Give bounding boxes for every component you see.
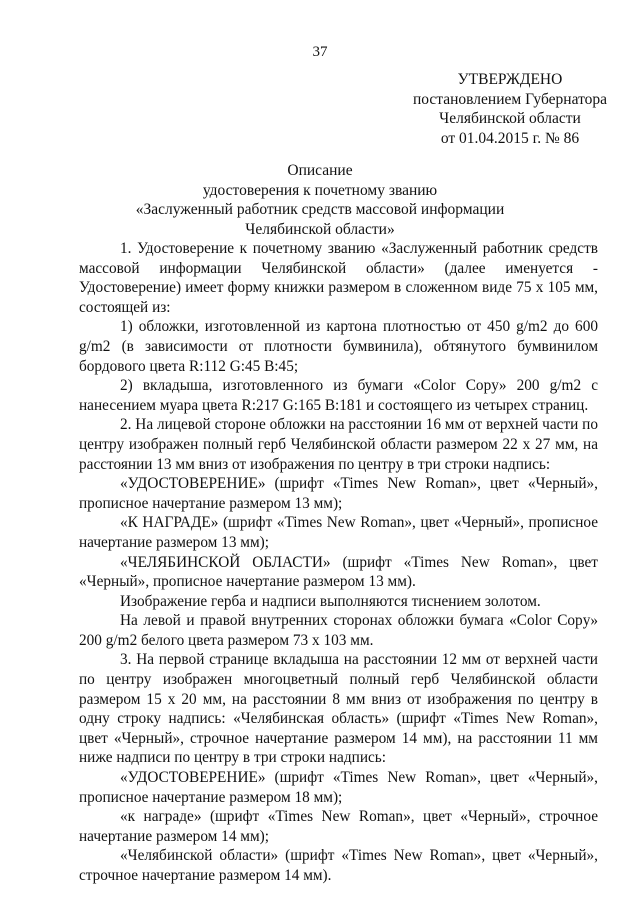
paragraph: 2. На лицевой стороне обложки на расстоянии 16 мм от верхней части по центру изображен полный герб Челябинской области размером 22 х 27 мм, на расстоянии 13 мм вниз от изображения по центру в три строки надпись: (79, 416, 598, 473)
document-body (79, 239, 598, 886)
approval-title: УТВЕРЖДЕНО (457, 71, 563, 88)
paragraph: 1. Удостоверение к почетному званию «Заслуженный работник средств массовой информации Челябинской области» (далее именуется - Удостоверение) имеет форму книжки размером в сложенном виде 75 х 105 мм, состоящей из: (79, 240, 598, 316)
paragraph: «УДОСТОВЕРЕНИЕ» (шрифт «Times New Roman», цвет «Черный», прописное начертание размером 18 мм); (79, 769, 598, 806)
heading-title: Описание (287, 162, 353, 179)
paragraph: «ЧЕЛЯБИНСКОЙ ОБЛАСТИ» (шрифт «Times New Roman», цвет «Черный», прописное начертание размером 13 мм). (79, 553, 598, 591)
paragraph: «К НАГРАДЕ» (шрифт «Times New Roman», цвет «Черный», прописное начертание размером 13 мм); (79, 514, 598, 551)
page-number: 37 (312, 44, 328, 60)
paragraph: 3. На первой странице вкладыша на расстоянии 12 мм от верхней части по центру изображен многоцветный полный герб Челябинской области размером 15 х 20 мм, на расстоянии 8 мм вниз от изображения по центру в одну строку надпись: «Челябинская область» (шрифт «Times New Roman», цвет «Черный», строчное начертание размером 14 мм), на расстоянии 11 мм ниже надписи по центру в три строки надпись: (79, 651, 598, 767)
heading-line: Челябинской области» (245, 220, 395, 238)
paragraph: Изображение герба и надписи выполняются тиснением золотом. (120, 592, 541, 610)
paragraph: 1) обложки, изготовленной из картона плотностью от 450 g/m2 до 600 g/m2 (в зависимости от плотности бумвинила), обтянутого бумвинилом бордового цвета R:112 G:45 B:45; (79, 318, 598, 375)
paragraph: «УДОСТОВЕРЕНИЕ» (шрифт «Times New Roman», цвет «Черный», прописное начертание размером 13 мм); (79, 475, 598, 512)
approval-line: Челябинской области (439, 110, 581, 127)
approval-line: постановлением Губернатора (412, 90, 608, 108)
paragraph: На левой и правой внутренних сторонах обложки бумага «Color Copy» 200 g/m2 белого цвета размером 73 х 103 мм. (79, 612, 598, 649)
document-heading (60, 161, 580, 239)
paragraph: 2) вкладыша, изготовленного из бумаги «Color Copy» 200 g/m2 с нанесением муара цвета R:217 G:165 B:181 и состоящего из четырех страниц. (79, 377, 598, 414)
heading-line: «Заслуженный работник средств массовой информации (135, 201, 505, 218)
paragraph: «Челябинской области» (шрифт «Times New Roman», цвет «Черный», строчное начертание размером 14 мм). (79, 847, 598, 884)
heading-line: удостоверения к почетному званию (202, 181, 438, 199)
approval-line: от 01.04.2015 г. № 86 (440, 129, 580, 147)
paragraph: «к награде» (шрифт «Times New Roman», цвет «Черный», строчное начертание размером 14 мм); (79, 808, 598, 845)
approval-stamp (400, 70, 620, 148)
